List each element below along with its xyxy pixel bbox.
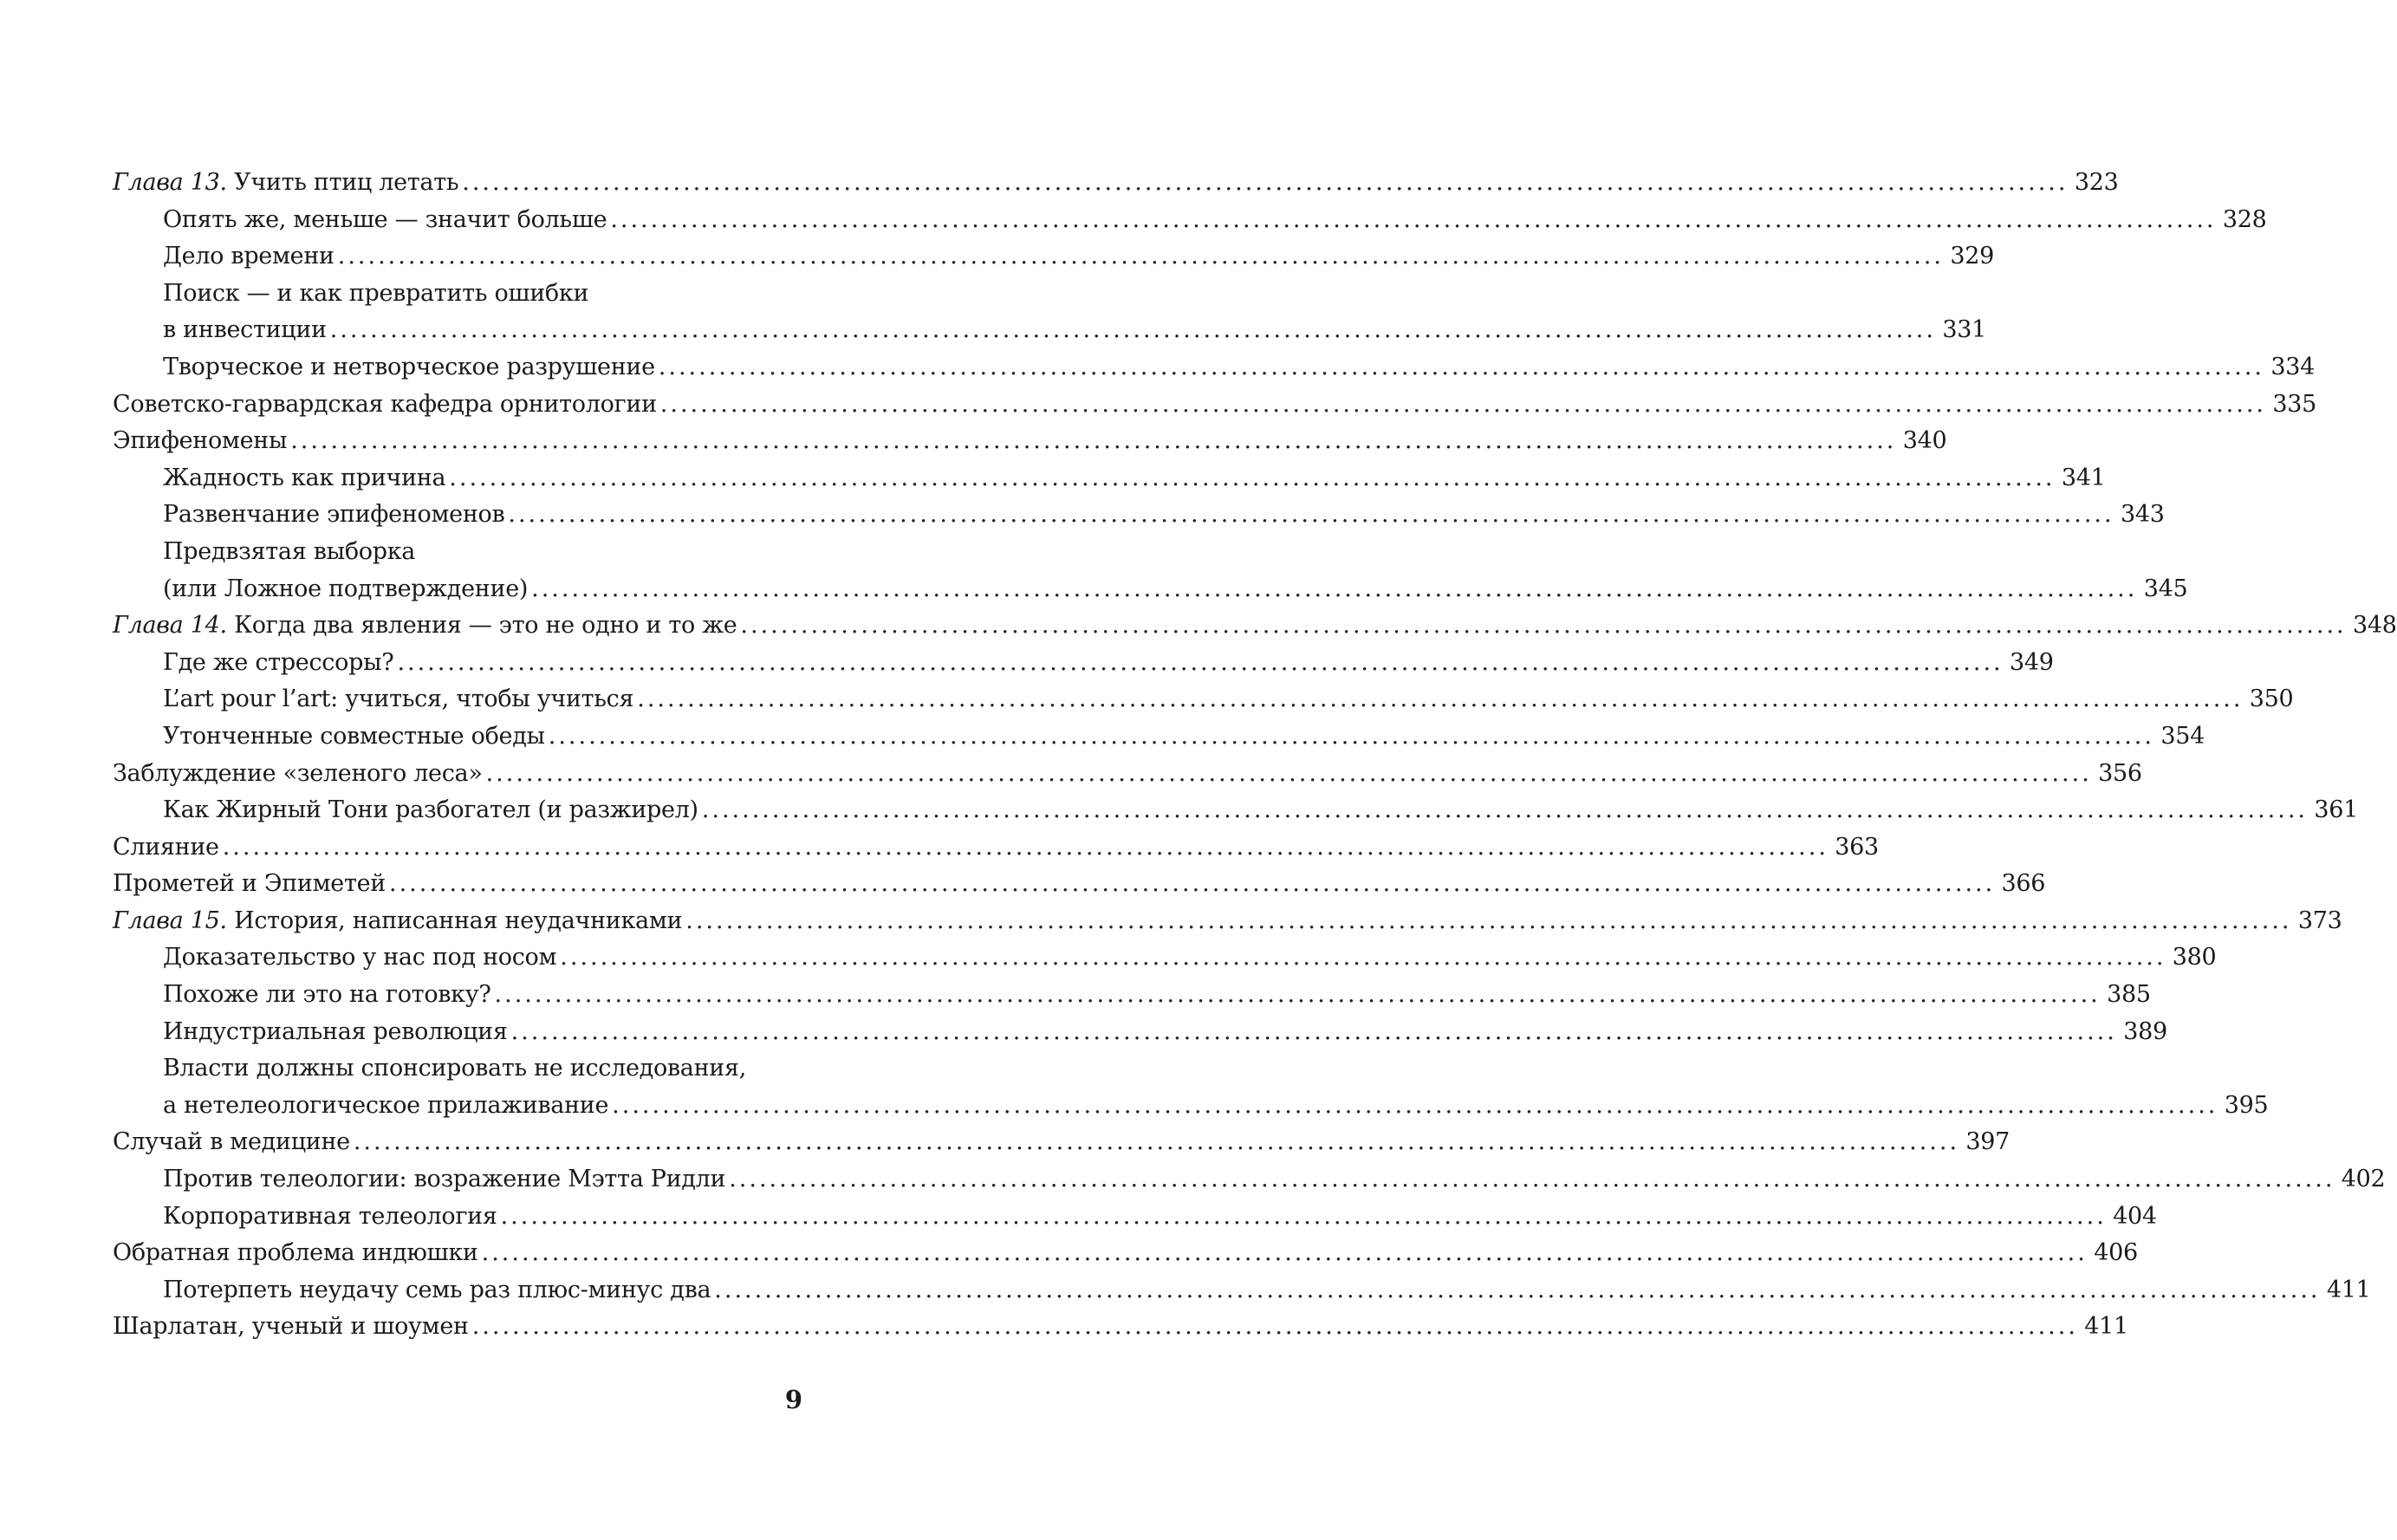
chapter-label: Глава 15. [113,906,227,934]
toc-section [113,1309,2128,1346]
table-of-contents [113,165,2397,1346]
toc-entry-title: Заблуждение «зеленого леса» [113,759,483,787]
toc-section [113,1235,2138,1272]
toc-page-number: 334 [2270,353,2315,380]
toc-page-number: 363 [1835,833,1879,861]
page-number: 9 [784,1385,802,1414]
toc-chapter-14 [113,608,2397,645]
toc-page-number: 380 [2172,944,2217,971]
toc-entry-title: Случай в медицине [113,1128,350,1156]
toc-entry-title: Дело времени [163,243,335,270]
leader-dots: ................................................................................................................................................................ [290,427,1897,455]
toc-page-number: 354 [2160,722,2205,750]
toc-entry-multiline [113,276,1986,349]
toc-entry-title: Опять же, меньше — значит больше [163,205,607,233]
toc-entry [113,645,2054,682]
toc-page-number: 328 [2222,205,2267,233]
toc-entry-title: Жадность как причина [163,464,446,491]
toc-entry-title: Творческое и нетворческое разрушение [163,353,655,380]
leader-dots: ................................................................................................................................................................ [659,390,2266,418]
leader-dots: ................................................................................................................................................................ [610,205,2217,233]
toc-page-number: 395 [2224,1091,2269,1119]
leader-dots: ................................................................................................................................................................ [548,722,2154,750]
leader-dots: ................................................................................................................................................................ [353,1128,1960,1156]
toc-section [113,866,2046,903]
toc-page-number: 385 [2107,981,2151,1009]
toc-entry-title: Против телеологии: возражение Мэтта Ридли [163,1166,726,1193]
toc-page-number: 335 [2272,390,2316,418]
leader-dots: ................................................................................................................................................................ [494,981,2101,1009]
toc-page-number: 402 [2341,1166,2386,1193]
leader-dots: ................................................................................................................................................................ [471,1313,2078,1341]
leader-dots: ................................................................................................................................................................ [500,1202,2107,1230]
leader-dots: ................................................................................................................................................................ [508,501,2114,529]
toc-entry-title: Доказательство у нас под носом [163,944,557,971]
toc-entry-title: Слияние [113,833,219,861]
toc-page-number: 323 [2074,169,2119,196]
leader-dots: ................................................................................................................................................................ [388,870,1996,898]
toc-entry-title-line2: а нетелеологическое прилаживание [163,1091,609,1119]
toc-page-number: 329 [1950,243,1994,270]
toc-entry [113,238,1994,276]
toc-entry [113,1014,2167,1051]
toc-entry-title: Утонченные совместные обеды [163,722,545,750]
toc-entry [113,977,2151,1014]
toc-entry-title-line1: Поиск — и как превратить ошибки [163,279,589,307]
toc-entry [113,939,2217,977]
toc-entry-title: Учить птиц летать [234,169,459,196]
leader-dots: ................................................................................................................................................................ [531,575,2138,602]
toc-page-number: 397 [1965,1128,2010,1156]
toc-entry-multiline [113,534,2188,608]
toc-entry-title: Прометей и Эпиметей [113,870,386,898]
toc-entry-title: Развенчание эпифеноменов [163,501,505,529]
leader-dots: ................................................................................................................................................................ [701,796,2308,824]
toc-page-number: 361 [2314,796,2358,824]
toc-section [113,829,1879,867]
toc-entry-title: L’art pour l’art: учиться, чтобы учиться [163,686,634,713]
toc-page-number: 411 [2084,1313,2128,1341]
toc-page-number: 404 [2113,1202,2157,1230]
toc-entry-title: Где же стрессоры? [163,648,394,676]
toc-entry-title-line2: (или Ложное подтверждение) [163,575,529,602]
leader-dots: ................................................................................................................................................................ [329,316,1936,344]
toc-entry-title-line1: Предвзятая выборка [163,537,416,565]
toc-chapter-15 [113,903,2342,940]
toc-entry-title: Эпифеномены [113,427,288,455]
leader-dots: ................................................................................................................................................................ [397,648,2004,676]
leader-dots: ................................................................................................................................................................ [481,1239,2088,1267]
toc-page-number: 348 [2352,612,2397,640]
toc-entry-title: Обратная проблема индюшки [113,1239,478,1267]
leader-dots: ................................................................................................................................................................ [222,833,1829,861]
leader-dots: ................................................................................................................................................................ [462,169,2069,196]
toc-section [113,423,1947,460]
toc-entry-title: Индустриальная революция [163,1017,508,1045]
leader-dots: ................................................................................................................................................................ [714,1276,2321,1303]
leader-dots: ................................................................................................................................................................ [560,944,2166,971]
toc-entry [113,681,2294,718]
leader-dots: ................................................................................................................................................................ [637,686,2244,713]
toc-entry-title-line1: Власти должны спонсировать не исследования, [163,1055,747,1082]
leader-dots: ................................................................................................................................................................ [612,1091,2218,1119]
toc-entry [113,497,2165,534]
toc-page-number: 345 [2143,575,2188,602]
toc-entry-title-line2: в инвестиции [163,316,327,344]
toc-chapter-13 [113,165,2119,202]
leader-dots: ................................................................................................................................................................ [485,759,2092,787]
toc-page-number: 341 [2061,464,2106,491]
chapter-label: Глава 13. [113,169,227,196]
leader-dots: ................................................................................................................................................................ [685,906,2292,934]
toc-entry [113,718,2205,756]
toc-entry [113,1161,2386,1199]
leader-dots: ................................................................................................................................................................ [729,1166,2335,1193]
toc-entry-title: Похоже ли это на готовку? [163,981,491,1009]
toc-page-number: 349 [2010,648,2054,676]
toc-section [113,756,2142,793]
toc-entry [113,1199,2157,1236]
leader-dots: ................................................................................................................................................................ [449,464,2056,491]
toc-entry-title: Советско-гарвардская кафедра орнитологии [113,390,657,418]
toc-entry-title: Корпоративная телеология [163,1202,497,1230]
toc-page-number: 389 [2123,1017,2167,1045]
toc-page-number: 373 [2297,906,2342,934]
toc-entry [113,202,2267,239]
leader-dots: ................................................................................................................................................................ [510,1017,2117,1045]
toc-page-number: 411 [2326,1276,2371,1303]
toc-section [113,1124,2010,1161]
toc-entry [113,349,2315,387]
toc-entry [113,792,2358,829]
toc-page-number: 350 [2249,686,2294,713]
toc-page-number: 366 [2001,870,2046,898]
leader-dots: ................................................................................................................................................................ [337,243,1944,270]
toc-entry-title: Когда два явления — это не одно и то же [234,612,737,640]
toc-entry-title: Как Жирный Тони разбогател (и разжирел) [163,796,698,824]
toc-page-number: 343 [2120,501,2165,529]
chapter-label: Глава 14. [113,612,227,640]
toc-entry-title: Шарлатан, ученый и шоумен [113,1313,469,1341]
toc-page-number: 331 [1942,316,1986,344]
toc-entry [113,1272,2371,1309]
toc-page-number: 356 [2098,759,2142,787]
toc-section [113,387,2316,424]
toc-entry-title: Потерпеть неудачу семь раз плюс-минус два [163,1276,711,1303]
toc-page-number: 340 [1902,427,1947,455]
leader-dots: ................................................................................................................................................................ [740,612,2347,640]
toc-page-number: 406 [2094,1239,2138,1267]
leader-dots: ................................................................................................................................................................ [658,353,2264,380]
toc-entry-multiline [113,1050,2269,1124]
toc-entry-title: История, написанная неудачниками [234,906,683,934]
toc-entry [113,460,2106,497]
